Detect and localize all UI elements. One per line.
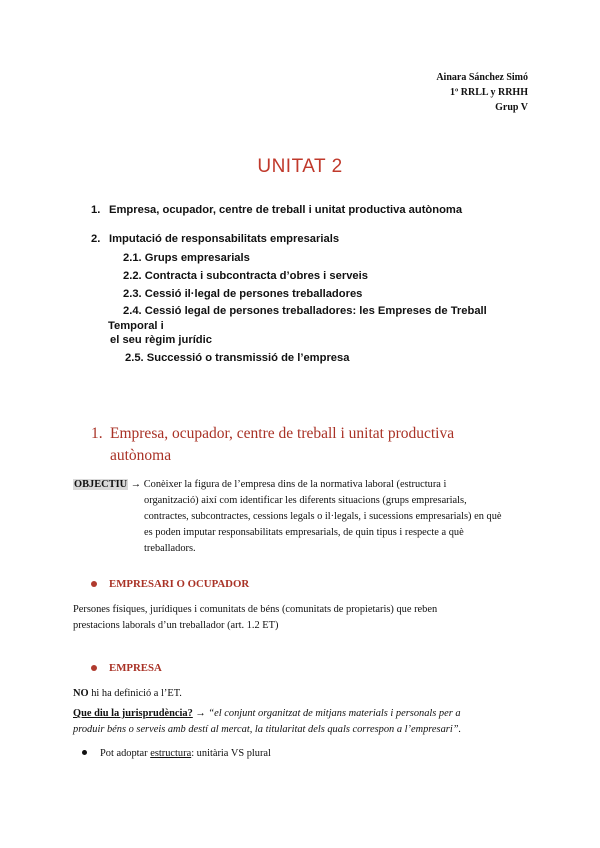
author-name: Ainara Sánchez Simó <box>436 72 528 83</box>
toc-item-1 <box>91 204 462 216</box>
objectiu-text-line5: treballadors. <box>144 543 196 554</box>
toc-subitem-2-4-line3: el seu règim jurídic <box>110 334 212 346</box>
estructura-post: : unitària VS plural <box>191 748 271 759</box>
bullet-icon <box>82 750 87 755</box>
toc-subitem-2-5: 2.5. Successió o transmissió de l’empresa <box>125 352 350 364</box>
objectiu-text-line4: es poden imputar responsabilitats empresarials, de quin tipus i respecte a què <box>144 527 464 538</box>
bullet-icon <box>91 581 97 587</box>
toc-subitem-2-1: 2.1. Grups empresarials <box>123 252 250 264</box>
toc-item-label: Empresa, ocupador, centre de treball i unitat productiva autònoma <box>109 204 463 216</box>
jurisprudence-line1 <box>73 706 461 722</box>
empresari-heading <box>91 578 249 590</box>
unit-title: UNITAT 2 <box>257 156 343 177</box>
jurisprudence-question: Que diu la jurisprudència? <box>73 708 193 719</box>
estructura-pre: Pot adoptar <box>100 748 151 759</box>
empresa-definition-note <box>73 686 182 702</box>
objectiu-line1 <box>73 477 446 493</box>
empresari-text-line1: Persones físiques, jurídiques i comunitats de béns (comunitats de propietaris) que reben <box>73 604 438 615</box>
empresari-text-line2: prestacions laborals d’un treballador (art. 1.2 ET) <box>73 620 279 631</box>
objectiu-text-line3: contractes, subcontractes, cessions legals o il·legals, i sucessions empresarials) en què <box>144 511 502 522</box>
toc-item-number: 2. <box>91 233 101 245</box>
objectiu-text-line1: Conèixer la figura de l’empresa dins de la normativa laboral (estructura i <box>143 479 447 490</box>
toc-subitem-2-4-line1: 2.4. Cessió legal de persones treballadores: les Empreses de Treball <box>123 305 487 317</box>
no-label: NO <box>73 688 89 699</box>
objectiu-label: OBJECTIU <box>74 479 128 490</box>
toc-subitem-2-3: 2.3. Cessió il·legal de persones treballadores <box>123 288 363 300</box>
arrow-icon: → <box>192 708 209 719</box>
section-number: 1. <box>91 425 103 442</box>
empresa-heading <box>91 662 162 674</box>
toc-subitem-2-2: 2.2. Contracta i subcontracta d’obres i serveis <box>123 270 368 282</box>
estructura-word: estructura <box>150 748 192 759</box>
empresari-heading-label: EMPRESARI O OCUPADOR <box>109 578 250 590</box>
jurisprudence-quote-line2: produir béns o serveis amb destí al mercat, la titularitat dels quals correspon a l’empresari”. <box>73 724 462 735</box>
estructura-bullet <box>82 746 271 762</box>
toc-item-2 <box>91 233 339 245</box>
no-definition-text: hi ha definició a l’ET. <box>88 688 182 699</box>
toc-item-number: 1. <box>91 204 101 216</box>
arrow-icon: → <box>130 479 142 490</box>
section-title-line1: Empresa, ocupador, centre de treball i unitat productiva <box>110 425 455 442</box>
empresa-heading-label: EMPRESA <box>109 662 162 674</box>
objectiu-text-line2: organització) així com identificar les diferents situacions (grups empresarials, <box>144 495 467 506</box>
section-1-heading <box>91 423 531 467</box>
jurisprudence-quote-line1: “el conjunt organitzat de mitjans materials i personals per a <box>208 708 461 719</box>
group-name: Grup V <box>495 102 528 113</box>
course-name: 1º RRLL y RRHH <box>449 87 528 98</box>
toc-subitem-2-4-line2: Temporal i <box>108 320 164 332</box>
bullet-icon <box>91 665 97 671</box>
toc-item-label: Imputació de responsabilitats empresarials <box>109 233 340 245</box>
section-title-line2: autònoma <box>110 447 172 464</box>
